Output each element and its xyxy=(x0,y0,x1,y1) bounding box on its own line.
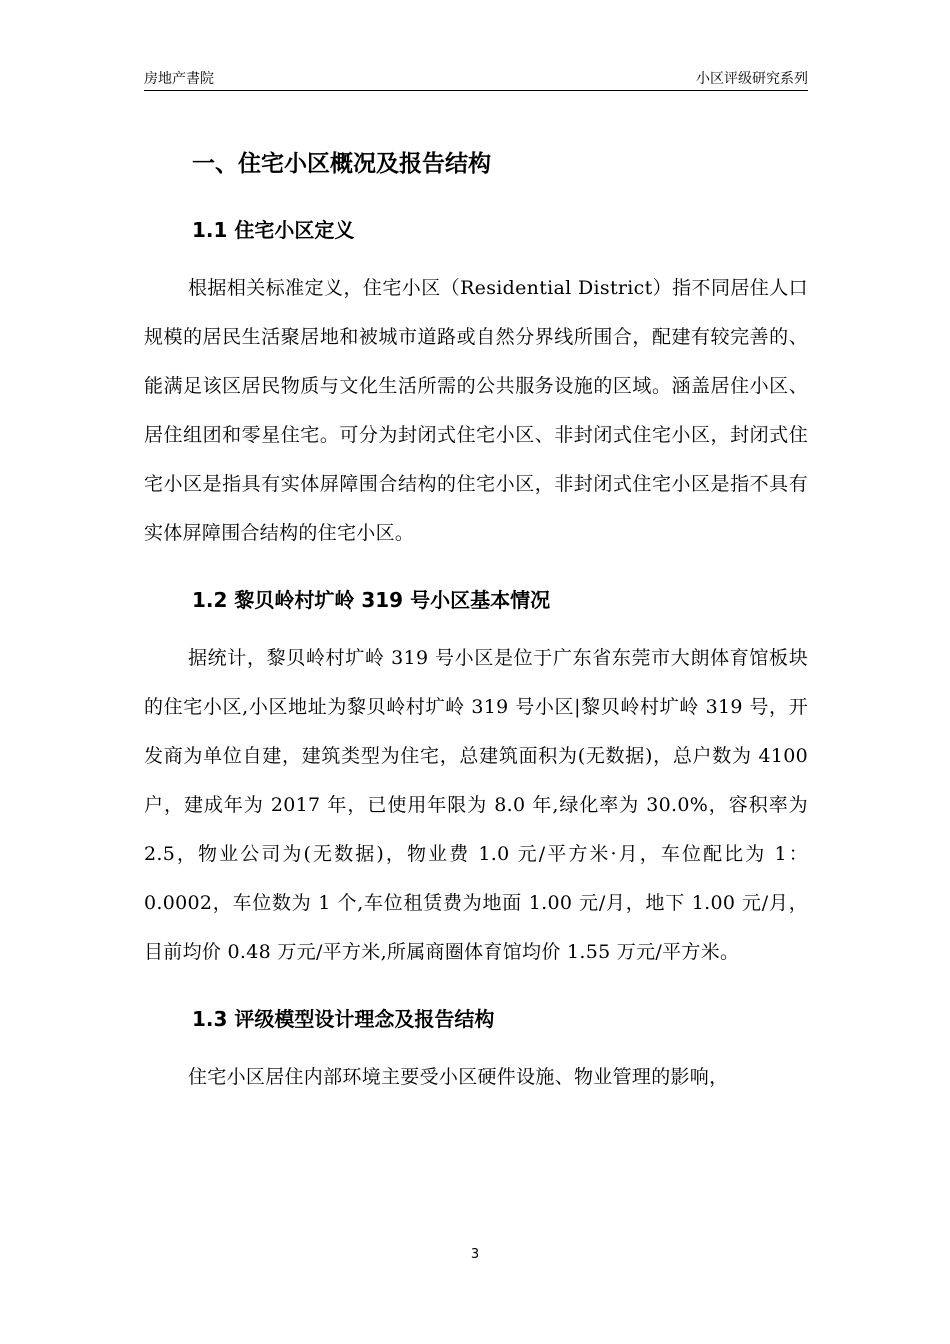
header-publisher: 房地产書院 xyxy=(144,71,214,87)
chapter-title: 一、住宅小区概况及报告结构 xyxy=(192,151,491,177)
page-number: 3 xyxy=(470,1247,480,1262)
section-1-1-paragraph: 根据相关标准定义，住宅小区（Residential District）指不同居住人口规模的居民生活聚居地和被城市道路或自然分界线所围合，配建有较完善的、能满足该区居民物质与文化生活所需的公共服务设施的区域。涵盖居住小区、居住组团和零星住宅。可分为封闭式住宅小区、非封闭式住宅小区，封闭式住宅小区是指具有实体屏障围合结构的住宅小区，非封闭式住宅小区是指不具有实体屏障围合结构的住宅小区。 xyxy=(144,277,808,544)
section-1-3-paragraph: 住宅小区居住内部环境主要受小区硬件设施、物业管理的影响， xyxy=(188,1066,729,1088)
document-body xyxy=(144,138,808,1118)
section-1-2-title: 1.2 黎贝岭村圹岭 319 号小区基本情况 xyxy=(192,588,551,612)
section-1-1-title: 1.1 住宅小区定义 xyxy=(192,218,355,242)
header-series-title: 小区评级研究系列 xyxy=(696,71,808,87)
section-1-3-title: 1.3 评级模型设计理念及报告结构 xyxy=(192,1007,495,1031)
section-1-2-paragraph: 据统计，黎贝岭村圹岭 319 号小区是位于广东省东莞市大朗体育馆板块的住宅小区,小区地址为黎贝岭村圹岭 319 号小区|黎贝岭村圹岭 319 号，开发商为单位自建，建筑类型为住宅，总建筑面积为(无数据)，总户数为 4100 户，建成年为 2017 年，已使用年限为 8.0 年,绿化率为 30.0%，容积率为 2.5，物业公司为(无数据)，物业费 1.0 元/平方米·月，车位配比为 1：0.0002，车位数为 1 个,车位租赁费为地面 1.00 元/月，地下 1.00 元/月，目前均价 0.48 万元/平方米,所属商圈体育馆均价 1.55 万元/平方米。 xyxy=(144,647,808,963)
page-header xyxy=(144,66,808,91)
